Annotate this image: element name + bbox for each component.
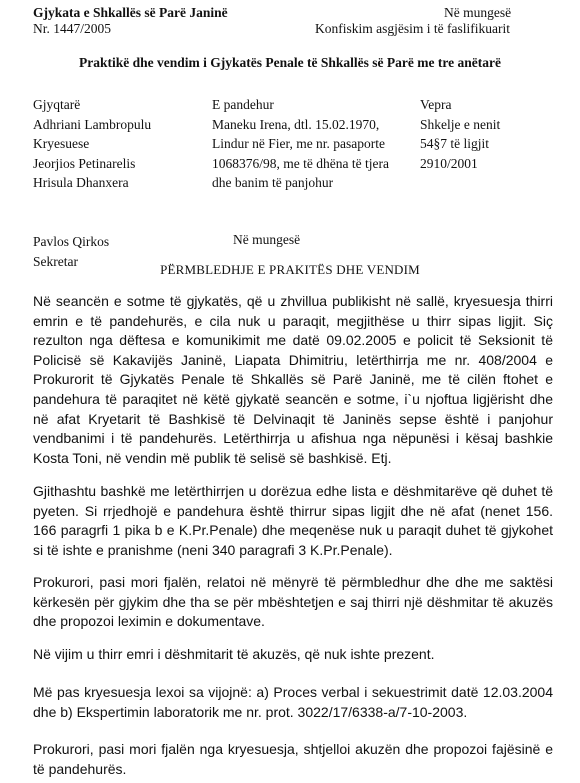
defendant-column (212, 95, 389, 193)
offense-line: 2910/2001 (420, 155, 478, 171)
absence-label: Në mungesë (444, 5, 512, 20)
judge-role: Kryesuese (33, 136, 90, 151)
document-title: Praktikë dhe vendim i Gjykatës Penale të Shkallës së Parë me tre anëtarë (79, 55, 501, 70)
defendant-line: Maneku Irena, dtl. 15.02.1970, (212, 116, 380, 132)
defendant-line: 1068376/98, me të dhëna të tjera (212, 155, 389, 171)
offense-line: Shkelje e nenit (420, 116, 501, 132)
defendant-line: dhe banim të panjohur (212, 175, 334, 190)
paragraph: Në seancën e sotme të gjykatës, që u zhvillua publikisht në sallë, kryesuesja thirri emrin e të pandehurës, e cila nuk u paraqit, megjithëse u thirr sipas ligjit. Siç rezulton nga dëftesa e komunikimit me datë 09.02.2005 e policit të Seksionit të Policisë së Kakavijës Janinë, Liapata Dhimitriu, letërthirrja me nr. 408/2004 e Prokurorit të Gjykatës Penale të Shkallës së Parë Janinë, me të cilën ftohet e pandehura të paraqitet në këtë gjykatë seancën e sotme, i`u njoftua ligjërisht dhe në afat Kryetarit të Bashkisë të Delvinaqit të Janinës sepse është i panjohur vendbanimi i të pandehurës. Letërthirrja u afishua nga nëpunësi i kësaj bashkie Kosta Toni, në vendin më publik të selisë së bashkisë. Etj. (33, 293, 553, 466)
judges-heading: Gjyqtarë (33, 97, 81, 112)
paragraph: Më pas kryesuesja lexoi sa vijojnë: a) Proces verbal i sekuestrimit datë 12.03.2004 dhe b) Ekspertimin laboratorik me nr. prot. 3022/17/6338-a/7-10-2003. (33, 684, 553, 720)
offense-heading: Vepra (420, 97, 452, 112)
secretary-name: Pavlos Qirkos (33, 234, 110, 249)
offense-line: 54§7 të ligjit (420, 136, 489, 151)
offense-column (420, 95, 500, 173)
paragraph: Në vijim u thirr emri i dëshmitarit të akuzës, që nuk ishte prezent. (33, 646, 435, 662)
paragraph: Gjithashtu bashkë me letërthirrjen u dorëzua edhe lista e dëshmitarëve që duhet të pyeten. Si rrjedhojë e pandehura është thirrur sipas ligjit dhe në afat (nenet 156. 166 paragrfi 1 pika b e K.Pr.Penale) dhe meqenëse nuk u paraqit duhet të gjykohet si të ishte e pranishme (neni 340 paragrafi 3 K.Pr.Penale). (33, 483, 553, 558)
case-subject: Konfiskim asgjësim i të faslifikuarit (315, 21, 510, 36)
secretary-absence: Në mungesë (233, 232, 301, 247)
judge-name: Hrisula Dhanxera (33, 175, 129, 190)
judges-column (33, 95, 151, 193)
paragraph: Prokurori, pasi mori fjalën nga kryesuesja, shtjelloi akuzën dhe propozoi fajësinë e të pandehurës. (33, 741, 553, 777)
paragraph: Prokurori, pasi mori fjalën, relatoi në mënyrë të përmbledhur dhe dhe me saktësi kërkesën për gjykim dhe tha se për mbështetjen e saj thirri një dëshmitar të akuzës dhe propozoi leximin e dokumentave. (33, 574, 553, 630)
secretary-role: Sekretar (33, 253, 78, 269)
defendant-heading: E pandehur (212, 97, 274, 112)
judge-name: Adhriani Lambropulu (33, 116, 152, 132)
case-number: Nr. 1447/2005 (33, 21, 112, 36)
defendant-line: Lindur në Fier, me nr. pasaporte (212, 136, 386, 151)
court-name: Gjykata e Shkallës së Parë Janinë (33, 5, 228, 20)
section-title: PËRMBLEDHJE E PRAKITËS DHE VENDIM (160, 262, 420, 277)
judge-name: Jeorjios Petinarelis (33, 155, 136, 171)
